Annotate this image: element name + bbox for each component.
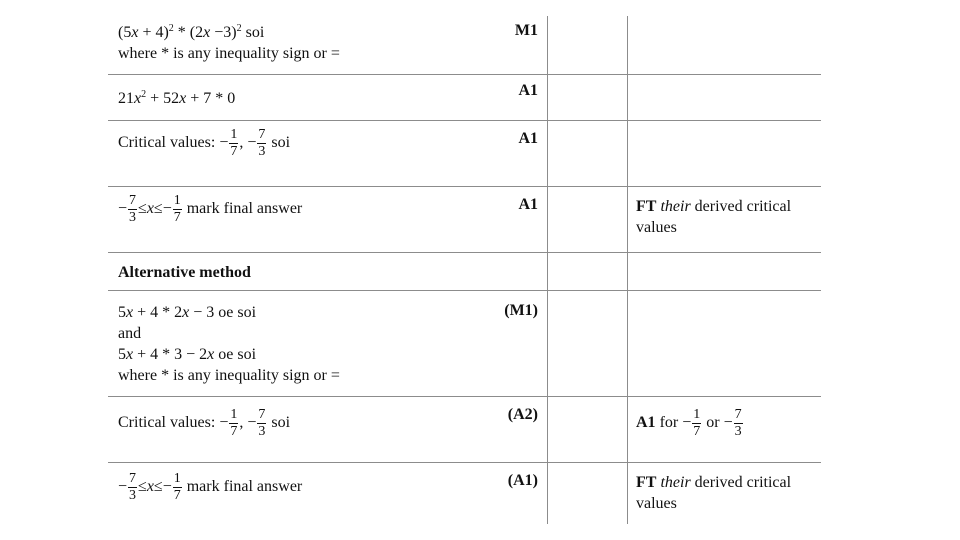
row-divider xyxy=(108,120,821,121)
answer-cell-2: $21x^2 + 52x + 7 * 0$ xyxy=(118,89,236,107)
answer-line: and xyxy=(118,325,142,342)
fraction: $\frac{7}{3}$ xyxy=(258,407,266,439)
fraction: $\frac{1}{7}$ xyxy=(173,471,181,503)
alternative-method-heading: Alternative method xyxy=(118,264,251,281)
answer-cell-7: Critical values: − $\frac{1}{7}$ , − $\frac{7}{3}$ soi xyxy=(118,407,291,439)
mark-4: A1 xyxy=(518,196,538,213)
answer-suffix: soi xyxy=(271,134,291,152)
mark-2: A1 xyxy=(518,82,538,99)
fraction: $\frac{7}{3}$ xyxy=(734,407,742,439)
answer-suffix: mark final answer xyxy=(186,200,303,218)
answer-cell-8: − $\frac{7}{3}$ ≤x≤− $\frac{1}{7}$ mark final answer xyxy=(118,471,303,503)
fraction: $\frac{1}{7}$ xyxy=(230,407,238,439)
mark-3: A1 xyxy=(518,130,538,147)
answer-cell-4: − $\frac{7}{3}$ ≤x≤− $\frac{1}{7}$ mark final answer xyxy=(118,193,303,225)
mark-1: M1 xyxy=(514,22,538,39)
answer-line: 5x + 4 * 3 − 2x oe soi xyxy=(118,346,257,363)
answer-line: where * is any inequality sign or = xyxy=(118,45,340,62)
row-divider xyxy=(108,252,821,253)
mark-8: (A1) xyxy=(507,472,538,489)
answer-cell-6 xyxy=(118,302,340,386)
mark-7: (A2) xyxy=(507,406,538,423)
row-divider xyxy=(108,74,821,75)
answer-line: $(5x + 4)^2 * (2x -3)^2$ soi xyxy=(118,23,265,41)
answer-suffix: mark final answer xyxy=(186,478,303,496)
row-divider xyxy=(108,290,821,291)
fraction: $\frac{1}{7}$ xyxy=(173,193,181,225)
answer-suffix: soi xyxy=(271,414,291,432)
row-divider xyxy=(108,396,821,397)
answer-cell-1 xyxy=(118,22,340,64)
fraction: $\frac{7}{3}$ xyxy=(129,193,137,225)
fraction: $\frac{1}{7}$ xyxy=(693,407,701,439)
answer-prefix: Critical values: xyxy=(118,134,216,152)
guidance-cell-4: FT their derived critical values xyxy=(636,198,792,236)
guidance-cell-7: A1 for − $\frac{1}{7}$ or − $\frac{7}{3}$ xyxy=(636,407,742,439)
answer-line: 5x + 4 * 2x − 3 oe soi xyxy=(118,304,257,321)
fraction: $\frac{1}{7}$ xyxy=(230,127,238,159)
row-divider xyxy=(108,462,821,463)
answer-cell-3: Critical values: − $\frac{1}{7}$ , − $\frac{7}{3}$ soi xyxy=(118,127,291,159)
column-divider xyxy=(627,16,628,524)
column-divider xyxy=(547,16,548,524)
guidance-cell-8: FT their derived critical values xyxy=(636,474,792,512)
answer-prefix: Critical values: xyxy=(118,414,216,432)
row-divider xyxy=(108,186,821,187)
mark-scheme-table xyxy=(108,16,821,524)
mark-6: (M1) xyxy=(504,302,538,319)
answer-line: where * is any inequality sign or = xyxy=(118,367,340,384)
fraction: $\frac{7}{3}$ xyxy=(258,127,266,159)
fraction: $\frac{7}{3}$ xyxy=(129,471,137,503)
